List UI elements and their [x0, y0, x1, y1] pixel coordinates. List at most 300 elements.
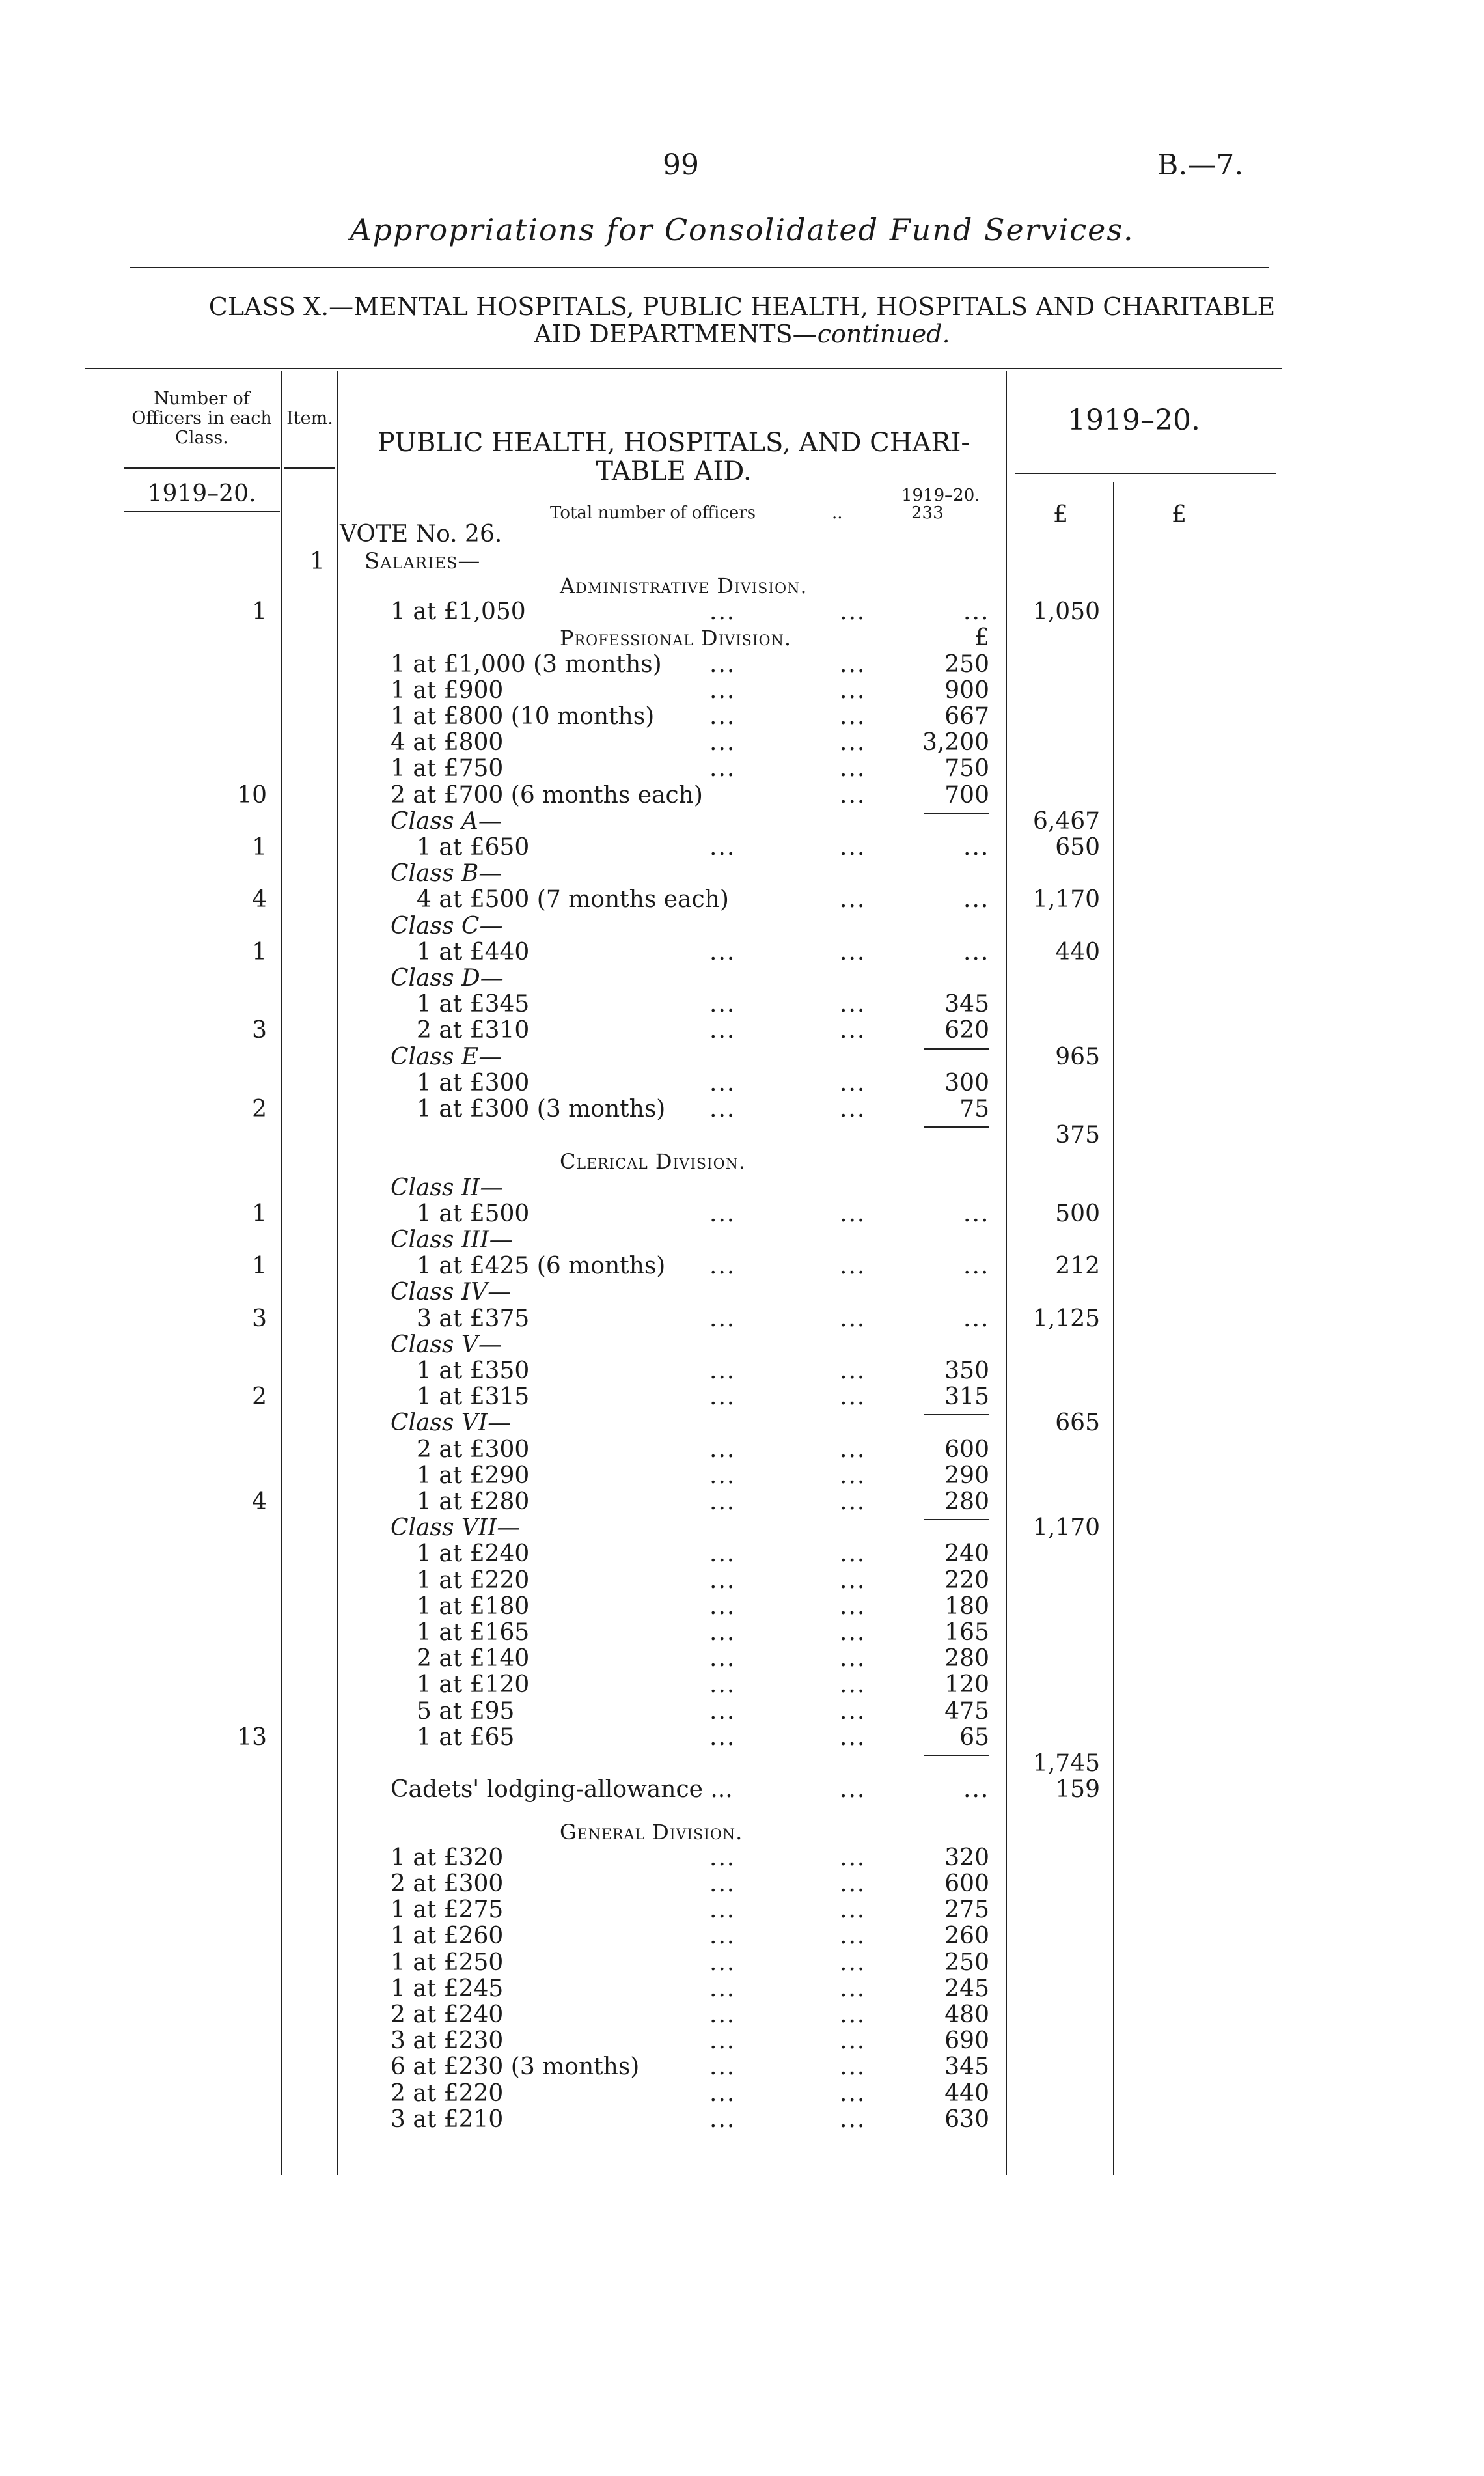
- leader-dots: ...: [840, 1488, 866, 1515]
- subtotal-rule: [924, 1126, 989, 1128]
- leader-dots: ...: [840, 1870, 866, 1897]
- class-label: Class E—: [391, 1043, 502, 1070]
- leader-dots: ...: [963, 598, 990, 626]
- table-row: [0, 2002, 1484, 2028]
- class-label: Class VII—: [391, 1514, 521, 1542]
- officer-count: 1: [252, 938, 267, 966]
- salary-description: 1 at £260: [391, 1923, 504, 1950]
- salary-description: 1 at £120: [417, 1671, 530, 1699]
- table-row: [0, 1672, 1484, 1698]
- section-title: PUBLIC HEALTH, HOSPITALS, AND CHARI- TABLE AID.: [378, 428, 970, 486]
- line-amount: 700: [944, 781, 989, 809]
- class-label: Class D—: [391, 965, 504, 992]
- line-total: 1,050: [1032, 598, 1100, 626]
- leader-dots: ...: [709, 1096, 736, 1122]
- class-total: 1,170: [1032, 1514, 1100, 1542]
- class-label: Class II—: [391, 1174, 504, 1201]
- leader-dots: ...: [709, 1897, 736, 1924]
- class-subheading: [0, 1279, 1484, 1305]
- table-row: [0, 704, 1484, 730]
- class-total: 665: [1055, 1410, 1100, 1437]
- leader-dots: ...: [840, 2106, 866, 2133]
- page-number: 99: [663, 148, 699, 182]
- division-heading: [0, 625, 1484, 651]
- leader-dots: ...: [840, 1017, 866, 1044]
- table-row: [0, 1253, 1484, 1279]
- table-row: [0, 1541, 1484, 1567]
- leader-dots: ...: [840, 1975, 866, 2002]
- group-total: 375: [1055, 1122, 1100, 1149]
- table-row: [0, 756, 1484, 782]
- salary-description: 2 at £140: [417, 1645, 530, 1673]
- salary-description: 2 at £310: [417, 1017, 530, 1044]
- table-row: [0, 835, 1484, 861]
- line-total: 1,170: [1032, 886, 1100, 913]
- line-amount: 600: [944, 1870, 989, 1897]
- salary-description: 1 at £300: [417, 1069, 530, 1096]
- table-row: [0, 2028, 1484, 2054]
- title-rule: [130, 267, 1269, 268]
- officer-count: 3: [252, 1017, 267, 1044]
- class-heading-line2: AID DEPARTMENTS—continued.: [534, 320, 950, 348]
- class-label: Class A—: [391, 807, 502, 835]
- table-row: [0, 1594, 1484, 1620]
- table-row: [0, 887, 1484, 913]
- leader-dots: ...: [840, 834, 866, 861]
- officer-count: 1: [252, 1253, 267, 1280]
- salary-description: 2 at £220: [391, 2080, 504, 2107]
- line-amount: 120: [944, 1671, 989, 1699]
- leader-dots: ...: [840, 1723, 866, 1751]
- salary-description: 1 at £500: [417, 1200, 530, 1227]
- line-amount: 165: [944, 1619, 989, 1646]
- table-row: [0, 1358, 1484, 1384]
- line-amount: 280: [944, 1645, 989, 1673]
- class-subheading: [0, 1175, 1484, 1201]
- division-heading: [0, 1819, 1484, 1845]
- line-amount: 320: [944, 1844, 989, 1871]
- table-row: [0, 1306, 1484, 1332]
- continued-label: continued.: [817, 320, 950, 348]
- line-amount: 600: [944, 1436, 989, 1463]
- salary-description: 2 at £300: [391, 1870, 504, 1897]
- total-officers-value: 233: [911, 503, 944, 523]
- year-column-header: 1919–20.: [1067, 404, 1200, 437]
- salary-description: 2 at £240: [391, 2001, 504, 2028]
- class-heading: [0, 293, 1484, 348]
- line-amount: 750: [944, 755, 989, 783]
- leader-dots: ...: [709, 598, 736, 626]
- officer-count: 1: [252, 598, 267, 626]
- line-amount: 250: [944, 1949, 989, 1976]
- table-row: [0, 1950, 1484, 1976]
- pound-sign-left: £: [1053, 501, 1068, 528]
- class-label: Class VI—: [391, 1410, 512, 1437]
- division-heading: [0, 1148, 1484, 1175]
- table-row: [0, 1201, 1484, 1227]
- class-subheading: [0, 1227, 1484, 1253]
- division-title: Administrative Division.: [560, 574, 808, 598]
- line-total: 159: [1055, 1776, 1100, 1803]
- salary-description: 3 at £210: [391, 2106, 504, 2133]
- leader-dots: ...: [840, 1566, 866, 1594]
- item-number: 1: [310, 548, 325, 575]
- salary-description: 1 at £350: [417, 1357, 530, 1384]
- leader-dots: ...: [840, 1897, 866, 1924]
- leader-dots: ...: [709, 2080, 736, 2107]
- leader-dots: ...: [709, 1723, 736, 1751]
- line-total: 212: [1055, 1253, 1100, 1280]
- table-row: [0, 1725, 1484, 1751]
- leader-dots: ...: [709, 1540, 736, 1568]
- line-amount: 275: [944, 1897, 989, 1924]
- table-row: [0, 992, 1484, 1018]
- table-row: [0, 1845, 1484, 1871]
- salary-description: 3 at £230: [391, 2027, 504, 2055]
- salary-description: 1 at £245: [391, 1975, 504, 2002]
- table-row: [0, 1923, 1484, 1949]
- line-amount: 620: [944, 1017, 989, 1044]
- leader-dots: ...: [963, 886, 990, 913]
- leader-dots: ...: [709, 938, 736, 966]
- leader-dots: ...: [840, 676, 866, 704]
- class-subheading: [0, 809, 1484, 835]
- leader-dots: ...: [709, 1305, 736, 1332]
- line-amount: 440: [944, 2080, 989, 2107]
- leader-dots: ...: [840, 938, 866, 966]
- line-amount: 900: [944, 676, 989, 704]
- leader-dots: ...: [840, 886, 866, 913]
- table-row: [0, 1384, 1484, 1410]
- leader-dots: ...: [709, 1923, 736, 1950]
- total-officers-label: Total number of officers: [550, 503, 756, 523]
- class-label: Class V—: [391, 1331, 502, 1358]
- leader-dots: ...: [840, 1069, 866, 1096]
- salary-description: 1 at £425 (6 months): [417, 1253, 666, 1280]
- class-label: Class IV—: [391, 1279, 512, 1306]
- item-header-rule: [284, 467, 335, 469]
- line-total: 500: [1055, 1200, 1100, 1227]
- line-amount: 290: [944, 1462, 989, 1489]
- leader-dots: ...: [709, 2053, 736, 2081]
- officers-header-rule: [124, 467, 280, 469]
- leader-dots: ...: [963, 1776, 990, 1803]
- line-amount: 667: [944, 703, 989, 730]
- table-row: [0, 1096, 1484, 1122]
- salary-description: 1 at £290: [417, 1462, 530, 1489]
- leader-dots: ...: [840, 1305, 866, 1332]
- leader-dots: ...: [840, 1384, 866, 1411]
- division-title: Professional Division.: [560, 626, 792, 651]
- class-subheading: [0, 1044, 1484, 1070]
- leader-dots: ...: [840, 1671, 866, 1699]
- table-row: [0, 1646, 1484, 1672]
- line-total: 650: [1055, 834, 1100, 861]
- line-amount: 3,200: [922, 729, 989, 757]
- table-row: [0, 652, 1484, 678]
- line-amount: 245: [944, 1975, 989, 2002]
- leader-dots: ...: [963, 1200, 990, 1227]
- line-total: 440: [1055, 938, 1100, 966]
- table-row: [0, 678, 1484, 704]
- leader-dots: ...: [709, 1645, 736, 1673]
- leader-dots: ...: [709, 1671, 736, 1699]
- leader-dots: ...: [840, 598, 866, 626]
- subtotal-rule: [924, 1414, 989, 1415]
- class-label: Class III—: [391, 1227, 513, 1253]
- salaries-heading: Salaries—: [364, 548, 481, 574]
- leader-dots: ...: [840, 703, 866, 730]
- class-total: 965: [1055, 1043, 1100, 1070]
- salary-description: Cadets' lodging-allowance ...: [391, 1776, 733, 1803]
- salary-description: 1 at £275: [391, 1897, 504, 1924]
- leader-dots: ...: [840, 1619, 866, 1646]
- salary-description: 1 at £440: [417, 938, 530, 966]
- leader-dots: ...: [709, 676, 736, 704]
- line-amount: 65: [959, 1723, 989, 1751]
- leader-dots: ...: [709, 1357, 736, 1384]
- subtotal-rule: [924, 1519, 989, 1520]
- line-amount: 315: [944, 1384, 989, 1411]
- salary-description: 1 at £180: [417, 1593, 530, 1620]
- division-title: Clerical Division.: [560, 1149, 747, 1175]
- leader-dots: ...: [840, 1923, 866, 1950]
- salary-description: 4 at £500 (7 months each): [417, 886, 729, 913]
- salary-description: 3 at £375: [417, 1305, 530, 1332]
- officer-count: 4: [252, 1488, 267, 1515]
- salary-description: 1 at £65: [417, 1723, 515, 1751]
- class-heading-line1: CLASS X.—MENTAL HOSPITALS, PUBLIC HEALTH, HOSPITALS AND CHARITABLE: [208, 292, 1276, 321]
- leader-dots: ...: [709, 1017, 736, 1044]
- table-row: [0, 2054, 1484, 2080]
- line-total: 1,125: [1032, 1305, 1100, 1332]
- leader-dots: ...: [840, 1462, 866, 1489]
- leader-dots: ...: [840, 1436, 866, 1463]
- officer-count: 13: [237, 1723, 267, 1751]
- officers-year-rule: [124, 511, 280, 512]
- total-officers-dots: ..: [832, 503, 843, 523]
- leader-dots: ...: [709, 1870, 736, 1897]
- leader-dots: ...: [840, 1357, 866, 1384]
- leader-dots: ...: [709, 2027, 736, 2055]
- line-amount: 345: [944, 991, 989, 1018]
- line-amount: 260: [944, 1923, 989, 1950]
- leader-dots: ...: [840, 1096, 866, 1122]
- salary-description: 1 at £165: [417, 1619, 530, 1646]
- leader-dots: ...: [840, 2027, 866, 2055]
- salary-description: 1 at £250: [391, 1949, 504, 1976]
- subtotal-rule: [924, 1755, 989, 1756]
- leader-dots: ...: [840, 1844, 866, 1871]
- table-row: [0, 1122, 1484, 1148]
- item-column-header: Item.: [286, 408, 333, 428]
- table-row: [0, 1699, 1484, 1725]
- officer-count: 3: [252, 1305, 267, 1332]
- leader-dots: ...: [840, 2080, 866, 2107]
- table-top-rule: [85, 368, 1282, 369]
- officers-year-label: 1919–20.: [147, 480, 256, 507]
- line-amount: 345: [944, 2053, 989, 2081]
- leader-dots: ...: [840, 1949, 866, 1976]
- table-row: [0, 1871, 1484, 1897]
- leader-dots: ...: [709, 729, 736, 757]
- salary-description: 1 at £650: [417, 834, 530, 861]
- line-amount: 480: [944, 2001, 989, 2028]
- officer-count: 1: [252, 1200, 267, 1227]
- line-amount: 630: [944, 2106, 989, 2133]
- officer-count: 2: [252, 1096, 267, 1122]
- leader-dots: ...: [709, 1462, 736, 1489]
- class-subheading: [0, 1515, 1484, 1541]
- leader-dots: ...: [709, 755, 736, 783]
- class-subheading: [0, 1332, 1484, 1358]
- officer-count: 1: [252, 834, 267, 861]
- salary-description: 4 at £800: [391, 729, 504, 757]
- salary-description: 2 at £700 (6 months each): [391, 781, 703, 809]
- table-row: [0, 783, 1484, 809]
- class-subheading: [0, 861, 1484, 887]
- total-officers-year: 1919–20.: [901, 486, 980, 505]
- line-amount: 180: [944, 1593, 989, 1620]
- salary-description: 1 at £320: [391, 1844, 504, 1871]
- salary-description: 6 at £230 (3 months): [391, 2053, 640, 2081]
- table-row: [0, 1437, 1484, 1463]
- line-amount: 220: [944, 1566, 989, 1594]
- table-row: [0, 1018, 1484, 1044]
- table-row: [0, 1897, 1484, 1923]
- class-label: Class C—: [391, 912, 503, 939]
- salary-description: 1 at £315: [417, 1384, 530, 1411]
- table-row: [0, 2107, 1484, 2133]
- subtotal-rule: [924, 813, 989, 814]
- pound-sign: £: [974, 624, 989, 652]
- line-amount: 240: [944, 1540, 989, 1568]
- leader-dots: ...: [840, 2001, 866, 2028]
- salary-description: 1 at £900: [391, 676, 504, 704]
- line-amount: 280: [944, 1488, 989, 1515]
- line-amount: 250: [944, 650, 989, 678]
- leader-dots: ...: [709, 1069, 736, 1096]
- line-amount: 690: [944, 2027, 989, 2055]
- salary-description: 1 at £300 (3 months): [417, 1096, 666, 1122]
- class-label: Class B—: [391, 860, 502, 887]
- salary-description: 1 at £345: [417, 991, 530, 1018]
- division-title: General Division.: [560, 1819, 743, 1844]
- leader-dots: ...: [840, 1697, 866, 1725]
- group-total: 1,745: [1032, 1750, 1100, 1777]
- leader-dots: ...: [840, 1776, 866, 1803]
- leader-dots: ...: [963, 1253, 990, 1280]
- leader-dots: ...: [709, 1975, 736, 2002]
- salary-description: 1 at £280: [417, 1488, 530, 1515]
- salary-description: 1 at £1,000 (3 months): [391, 650, 662, 678]
- leader-dots: ...: [840, 650, 866, 678]
- leader-dots: ...: [709, 703, 736, 730]
- table-row: [0, 599, 1484, 625]
- table-row: [0, 1489, 1484, 1515]
- leader-dots: ...: [709, 1949, 736, 1976]
- leader-dots: ...: [709, 1436, 736, 1463]
- year-header-rule: [1015, 473, 1276, 474]
- table-row: [0, 1751, 1484, 1777]
- salary-description: 5 at £95: [417, 1697, 515, 1725]
- table-row: [0, 1777, 1484, 1803]
- leader-dots: ...: [840, 1645, 866, 1673]
- leader-dots: ...: [709, 1619, 736, 1646]
- document-reference: B.—7.: [1157, 148, 1244, 182]
- officers-column-header: Number of Officers in each Class.: [131, 389, 272, 448]
- table-row: [0, 1976, 1484, 2002]
- leader-dots: ...: [840, 1540, 866, 1568]
- leader-dots: ...: [709, 834, 736, 861]
- class-subheading: [0, 966, 1484, 992]
- leader-dots: ...: [709, 1200, 736, 1227]
- leader-dots: ...: [840, 781, 866, 809]
- line-amount: 350: [944, 1357, 989, 1384]
- salary-description: 1 at £750: [391, 755, 504, 783]
- leader-dots: ...: [840, 991, 866, 1018]
- division-heading: [0, 573, 1484, 599]
- table-row: [0, 1568, 1484, 1594]
- leader-dots: ...: [709, 2106, 736, 2133]
- leader-dots: ...: [709, 1488, 736, 1515]
- pound-sign-right: £: [1172, 501, 1187, 528]
- vote-number: VOTE No. 26.: [340, 521, 502, 548]
- salary-description: 1 at £1,050: [391, 598, 526, 626]
- table-row: [0, 1463, 1484, 1489]
- leader-dots: ...: [963, 834, 990, 861]
- class-subheading: [0, 1410, 1484, 1436]
- leader-dots: ...: [709, 1697, 736, 1725]
- table-row: [0, 1070, 1484, 1096]
- table-row: [0, 730, 1484, 756]
- leader-dots: ...: [840, 1253, 866, 1280]
- salary-description: 1 at £800 (10 months): [391, 703, 655, 730]
- salary-description: 1 at £220: [417, 1566, 530, 1594]
- line-amount: 75: [959, 1096, 989, 1122]
- leader-dots: ...: [840, 1200, 866, 1227]
- line-amount: 300: [944, 1069, 989, 1096]
- officer-count: 4: [252, 886, 267, 913]
- leader-dots: ...: [709, 991, 736, 1018]
- leader-dots: ...: [963, 1305, 990, 1332]
- leader-dots: ...: [709, 1844, 736, 1871]
- class-total: 6,467: [1032, 807, 1100, 835]
- leader-dots: ...: [709, 650, 736, 678]
- officer-count: 10: [237, 781, 267, 809]
- leader-dots: ...: [709, 1566, 736, 1594]
- salary-description: 2 at £300: [417, 1436, 530, 1463]
- table-row: [0, 2081, 1484, 2107]
- table-row: [0, 939, 1484, 966]
- officer-count: 2: [252, 1384, 267, 1411]
- leader-dots: ...: [709, 1253, 736, 1280]
- leader-dots: ...: [709, 1593, 736, 1620]
- leader-dots: ...: [840, 755, 866, 783]
- salary-description: 1 at £240: [417, 1540, 530, 1568]
- leader-dots: ...: [963, 938, 990, 966]
- leader-dots: ...: [840, 2053, 866, 2081]
- line-amount: 475: [944, 1697, 989, 1725]
- leader-dots: ...: [840, 729, 866, 757]
- table-row: [0, 1620, 1484, 1646]
- class-subheading: [0, 913, 1484, 939]
- leader-dots: ...: [840, 1593, 866, 1620]
- page-title: Appropriations for Consolidated Fund Services.: [350, 212, 1134, 247]
- subtotal-rule: [924, 1048, 989, 1050]
- leader-dots: ...: [709, 2001, 736, 2028]
- leader-dots: ...: [709, 1384, 736, 1411]
